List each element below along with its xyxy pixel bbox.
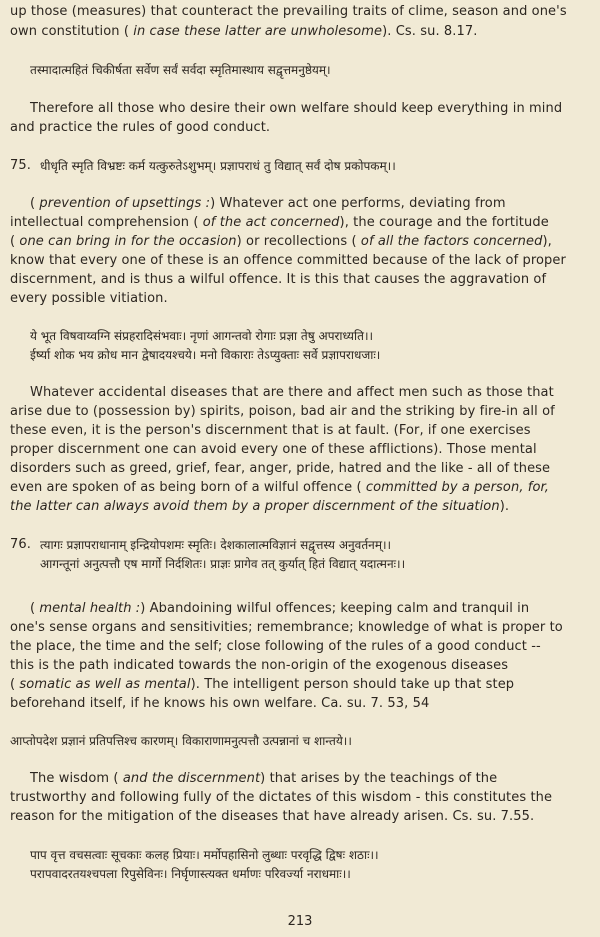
sanskrit-verse: पाप वृत्त वचसत्वाः सूचकाः कलह प्रियाः। मर्मोपहासिनो लुब्धाः परवृद्धि द्विषः शठाः।।	[30, 848, 379, 862]
text-span: intellectual comprehension (	[10, 215, 199, 230]
text-span: (	[30, 601, 36, 616]
text-span: ) Abandoining wilful offences; keeping calm and tranquil in	[140, 601, 530, 616]
text-line: arise due to (possession by) spirits, poison, bad air and the striking by fire-in all of	[10, 404, 555, 419]
italic-span: in case these latter are unwholesome	[133, 24, 383, 39]
text-line: trustworthy and following fully of the dictates of this wisdom - this constitutes the	[10, 790, 553, 805]
text-line: know that every one of these is an offence committed because of the lack of proper	[10, 253, 566, 268]
sanskrit-verse: ये भूत विषवाय्वग्नि संप्रहरादिसंभवाः। नृणां आगन्तवो रोगाः प्रज्ञा तेषु अपराध्यति।।	[30, 329, 374, 343]
italic-span: mental health :	[39, 601, 141, 616]
italic-span: and the discernment	[122, 771, 261, 786]
text-span: ). Cs. su. 8.17.	[382, 24, 478, 39]
italic-span: one can bring in for the occasion	[19, 234, 237, 249]
text-span: (	[10, 677, 16, 692]
text-line	[10, 215, 590, 231]
sanskrit-verse: आगन्तूनां अनुत्पत्तौ एष मार्गो निर्दशितः। प्राज्ञः प्रागेव तत् कुर्यात् हितं विद्यात् यदात्मनः।।	[40, 557, 406, 571]
text-line: every possible vitiation.	[10, 291, 168, 306]
text-line: reason for the mitigation of the diseases that have already arisen. Cs. su. 7.55.	[10, 809, 535, 824]
text-span: ). The intelligent person should take up that step	[190, 677, 515, 692]
italic-span: committed by a person, for,	[365, 480, 549, 495]
text-line: proper discernment one can avoid every one of these afflictions). Those mental	[10, 442, 537, 457]
sanskrit-verse: ईर्ष्या शोक भय क्रोध मान द्वेषादयश्चये। मनो विकाराः तेऽप्युक्ताः सर्वे प्रज्ञापराधजाः।	[30, 348, 381, 362]
text-line	[30, 601, 600, 617]
text-line: Therefore all those who desire their own welfare should keep everything in mind	[30, 101, 563, 116]
text-line: discernment, and is thus a wilful offence. It is this that causes the aggravation of	[10, 272, 547, 287]
text-line: disorders such as greed, grief, fear, anger, pride, hatred and the like - all of these	[10, 461, 551, 476]
text-line: this is the path indicated towards the non-origin of the exogenous diseases	[10, 658, 509, 673]
text-span: ) that arises by the teachings of the	[260, 771, 498, 786]
text-line	[10, 234, 590, 250]
text-span: ),	[542, 234, 552, 249]
verse-number: 75.	[10, 158, 31, 173]
text-line: and practice the rules of good conduct.	[10, 120, 271, 135]
text-line	[10, 677, 590, 693]
sanskrit-verse: त्यागः प्रज्ञापराधानाम् इन्द्रियोपशमः स्मृतिः। देशकालात्मविज्ञानं सद्वृत्तस्य अनुवर्तनम्।।	[40, 538, 392, 552]
text-span: ) or recollections (	[236, 234, 357, 249]
italic-span: the latter can always avoid them by a proper discernment of the situation	[10, 499, 500, 514]
text-line: these even, it is the person's discernment that is at fault. (For, if one exercises	[10, 423, 531, 438]
text-span: (	[30, 196, 36, 211]
text-line: the place, the time and the self; close following of the rules of a good conduct --	[10, 639, 541, 654]
text-line	[10, 24, 590, 40]
italic-span: of all the factors concerned	[360, 234, 543, 249]
text-line: up those (measures) that counteract the prevailing traits of clime, season and one's	[10, 4, 567, 19]
text-line: Whatever accidental diseases that are there and affect men such as those that	[30, 385, 554, 400]
italic-span: somatic as well as mental	[19, 677, 191, 692]
text-line	[10, 499, 590, 515]
text-line	[10, 480, 590, 496]
text-span: (	[10, 234, 16, 249]
text-span: even are spoken of as being born of a wilful offence (	[10, 480, 362, 495]
sanskrit-verse: धीधृति स्मृति विभ्रष्टः कर्म यत्कुरुतेऽशुभम्। प्रज्ञापराधं तु विद्यात् सर्वं दोष प्रकोपकम्।।	[40, 159, 396, 173]
sanskrit-verse: आप्तोपदेश प्रज्ञानं प्रतिपत्तिश्च कारणम्। विकाराणामनुत्पत्तौ उत्पन्नानां च शान्तये।।	[10, 734, 352, 748]
verse-number: 76.	[10, 537, 31, 552]
sanskrit-verse: तस्मादात्महितं चिकीर्षता सर्वेण सर्वं सर्वदा स्मृतिमास्थाय सद्वृत्तमनुष्ठेयम्।	[30, 63, 331, 77]
text-span: ), the courage and the fortitude	[339, 215, 549, 230]
italic-span: prevention of upsettings :	[39, 196, 211, 211]
text-line	[30, 196, 600, 212]
text-span: ).	[499, 499, 510, 514]
text-line: one's sense organs and sensitivities; remembrance; knowledge of what is proper to	[10, 620, 563, 635]
italic-span: of the act concerned	[202, 215, 340, 230]
page-number: 213	[287, 914, 313, 929]
text-span: ) Whatever act one performs, deviating from	[210, 196, 506, 211]
text-line: beforehand itself, if he knows his own welfare. Ca. su. 7. 53, 54	[10, 696, 430, 711]
text-line	[30, 771, 600, 787]
text-span: The wisdom (	[30, 771, 119, 786]
sanskrit-verse: परापवादरतयश्चपला रिपुसेविनः। निर्घृणास्त्यक्त धर्माणः परिवर्ज्या नराधमाः।।	[30, 867, 351, 881]
text-span: own constitution (	[10, 24, 134, 39]
